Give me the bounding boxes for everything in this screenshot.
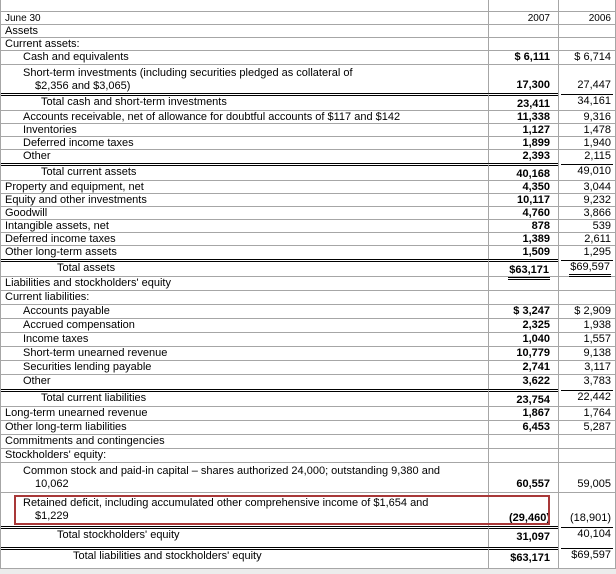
value-2007: $ 3,247: [488, 305, 558, 318]
row-label: Accounts receivable, net of allowance for doubtful accounts of $117 and $142: [23, 111, 401, 123]
value-2007: (29,460): [488, 493, 558, 526]
value-2006: [558, 449, 615, 462]
row-label: Retained deficit, including accumulated other comprehensive income of $1,654 and $1,229: [23, 497, 429, 522]
table-row: [1, 181, 615, 194]
value-2006: $69,597: [558, 259, 615, 276]
bottom-strip: [0, 569, 616, 574]
row-label: Total current liabilities: [1, 389, 488, 406]
value-2006: 2006: [558, 12, 615, 24]
table-row: [1, 65, 615, 93]
row-label: Stockholders' equity:: [5, 449, 107, 461]
row-label: Commitments and contingencies: [5, 435, 165, 447]
table-row: [1, 163, 615, 181]
value-2006: 3,866: [558, 207, 615, 219]
value-2007: $63,171: [488, 547, 558, 568]
value-2006: [558, 435, 615, 448]
row-label: Other: [23, 150, 51, 162]
value-2006: $69,597: [558, 547, 615, 568]
value-2006: 9,232: [558, 194, 615, 206]
value-2007: 878: [488, 220, 558, 232]
row-label: Total liabilities and stockholders' equity: [1, 547, 488, 568]
table-row: [1, 137, 615, 150]
table-row: [1, 361, 615, 375]
value-2007: [488, 435, 558, 448]
value-2006: 2,611: [558, 233, 615, 245]
row-label: June 30: [5, 13, 41, 24]
value-2007: [488, 0, 558, 11]
table-row: [1, 526, 615, 547]
value-2006: [558, 291, 615, 304]
value-2006: $ 6,714: [558, 51, 615, 64]
table-row: [1, 305, 615, 319]
value-2006: 34,161: [558, 93, 615, 110]
table-row: [1, 389, 615, 407]
row-label: Property and equipment, net: [5, 181, 144, 193]
value-2007: 23,411: [488, 93, 558, 110]
value-2006: 539: [558, 220, 615, 232]
value-2006: 22,442: [558, 389, 615, 406]
value-2006: 1,557: [558, 333, 615, 346]
table-row: [1, 375, 615, 389]
value-2007: 1,899: [488, 137, 558, 149]
value-2006: 1,478: [558, 124, 615, 136]
row-label: Intangible assets, net: [5, 220, 109, 232]
row-label: Total current assets: [1, 163, 488, 180]
value-2007: $63,171: [488, 259, 558, 276]
value-2007: 1,389: [488, 233, 558, 245]
table-row: [1, 259, 615, 277]
table-row: [1, 220, 615, 233]
table-row: [1, 277, 615, 291]
table-row: [1, 421, 615, 435]
value-2007: 23,754: [488, 389, 558, 406]
value-2006: 3,044: [558, 181, 615, 193]
value-2007: 1,040: [488, 333, 558, 346]
row-label: Total cash and short-term investments: [1, 93, 488, 110]
value-2006: 1,295: [558, 246, 615, 259]
value-2006: [558, 277, 615, 290]
value-2006: [558, 0, 615, 11]
value-2007: [488, 291, 558, 304]
table-row: [1, 0, 615, 12]
table-row: [1, 333, 615, 347]
row-label: Short-term investments (including securities pledged as collateral of $2,356 and $3,065): [23, 67, 353, 92]
row-label: Assets: [5, 25, 39, 37]
value-2006: 40,104: [558, 526, 615, 547]
row-label: [1, 0, 488, 11]
value-2006: 1,938: [558, 319, 615, 332]
value-2006: 3,117: [558, 361, 615, 374]
value-2006: 3,783: [558, 375, 615, 389]
table-row: [1, 246, 615, 259]
value-2007: 10,779: [488, 347, 558, 360]
table-row: [1, 319, 615, 333]
value-2007: [488, 449, 558, 462]
value-2007: $ 6,111: [488, 51, 558, 64]
table-row: [1, 407, 615, 421]
value-2006: $ 2,909: [558, 305, 615, 318]
value-2006: 59,005: [558, 463, 615, 492]
row-label: Equity and other investments: [5, 194, 147, 206]
table-row: [1, 194, 615, 207]
row-label: Other: [23, 375, 51, 387]
value-2007: 40,168: [488, 163, 558, 180]
value-2007: 2,325: [488, 319, 558, 332]
table-row: [1, 547, 615, 569]
table-row: [1, 463, 615, 493]
value-2007: [488, 38, 558, 50]
table-row: [1, 93, 615, 111]
row-label: Total assets: [1, 259, 488, 276]
row-label: Other long-term liabilities: [5, 421, 127, 433]
row-label: Securities lending payable: [23, 361, 152, 373]
row-label: Income taxes: [23, 333, 89, 345]
value-2007: [488, 277, 558, 290]
value-2007: 2,393: [488, 150, 558, 163]
row-label: Other long-term assets: [5, 246, 117, 258]
row-label: Accrued compensation: [23, 319, 135, 331]
value-2007: 2,741: [488, 361, 558, 374]
table-row: [1, 111, 615, 124]
table-row: [1, 493, 615, 526]
value-2006: 1,764: [558, 407, 615, 420]
table-row: [1, 12, 615, 25]
value-2007: 11,338: [488, 111, 558, 123]
table-row: [1, 38, 615, 51]
table-row: [1, 435, 615, 449]
value-2006: 9,138: [558, 347, 615, 360]
value-2006: (18,901): [558, 493, 615, 526]
row-label: Current assets:: [5, 38, 80, 50]
table-row: [1, 233, 615, 246]
row-label: Inventories: [23, 124, 77, 136]
table-row: [1, 150, 615, 163]
table-row: [1, 124, 615, 137]
value-2006: 1,940: [558, 137, 615, 149]
value-2007: 6,453: [488, 421, 558, 434]
value-2007: 2007: [488, 12, 558, 24]
value-2007: 1,127: [488, 124, 558, 136]
row-label: Common stock and paid-in capital – shares authorized 24,000; outstanding 9,380 and 10,062: [23, 465, 441, 490]
value-2007: 4,760: [488, 207, 558, 219]
value-2007: 60,557: [488, 463, 558, 492]
value-2007: 1,509: [488, 246, 558, 259]
row-label: Current liabilities:: [5, 291, 90, 303]
value-2007: 31,097: [488, 526, 558, 547]
table-row: [1, 25, 615, 38]
row-label: Goodwill: [5, 207, 48, 219]
value-2006: 2,115: [558, 150, 615, 163]
value-2006: [558, 25, 615, 37]
row-label: Cash and equivalents: [23, 51, 129, 63]
value-2007: 4,350: [488, 181, 558, 193]
table-row: [1, 347, 615, 361]
value-2006: 5,287: [558, 421, 615, 434]
row-label: Deferred income taxes: [23, 137, 134, 149]
row-label: Short-term unearned revenue: [23, 347, 168, 359]
row-label: Accounts payable: [23, 305, 110, 317]
table-row: [1, 291, 615, 305]
row-label: Long-term unearned revenue: [5, 407, 148, 419]
table-row: [1, 207, 615, 220]
table-row: [1, 51, 615, 65]
row-label: Deferred income taxes: [5, 233, 116, 245]
value-2007: 17,300: [488, 65, 558, 93]
value-2006: 9,316: [558, 111, 615, 123]
value-2007: 10,117: [488, 194, 558, 206]
table-row: [1, 449, 615, 463]
value-2006: 49,010: [558, 163, 615, 180]
row-label: Liabilities and stockholders' equity: [5, 277, 171, 289]
value-2007: 3,622: [488, 375, 558, 389]
value-2006: [558, 38, 615, 50]
value-2006: 27,447: [558, 65, 615, 93]
value-2007: [488, 25, 558, 37]
value-2007: 1,867: [488, 407, 558, 420]
row-label: Total stockholders' equity: [1, 526, 488, 547]
